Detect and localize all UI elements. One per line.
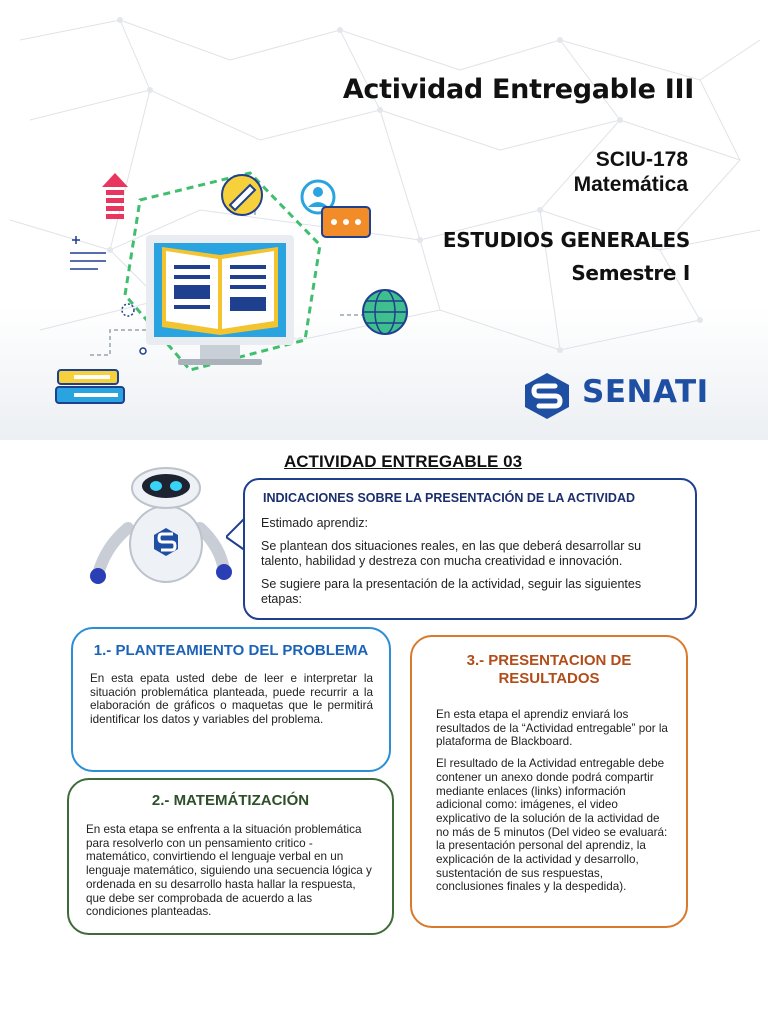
- step-2-box: [67, 778, 394, 935]
- step-1-title: 1.- PLANTEAMIENTO DEL PROBLEMA: [93, 642, 369, 659]
- brand-name: SENATI: [582, 374, 709, 410]
- robot-mascot-icon: [88, 466, 238, 591]
- upload-arrow-icon: [102, 173, 128, 219]
- semester-label: Semestre I: [571, 261, 690, 285]
- step-1-text: En esta epata usted debe de leer e interpretar la situación problemática planteada, puede recurrir a la elaboración de gráficos o maquetas que le permitirá identificar los datos y variables del problema.: [90, 672, 373, 727]
- step-1-box: [71, 627, 391, 772]
- step-3-title: 3.- PRESENTACION DE RESULTADOS: [466, 652, 632, 687]
- books-icon: [56, 370, 124, 403]
- pencil-icon: [222, 175, 262, 215]
- department-name: ESTUDIOS GENERALES: [442, 228, 690, 252]
- step-3-text-2: El resultado de la Actividad entregable debe contener un anexo donde podrá compartir mediante enlaces (links) información adicional como: imágenes, el video explicativo de la solución de la actividad de no más de 5 minutos (Del video se evaluará: la presentación personal del aprendiz, la explicación de la actividad y desarrollo, sustentación de sus respuestas, conclusiones finales y la despedida).: [436, 757, 668, 894]
- indications-paragraph-2: Se sugiere para la presentación de la actividad, seguir las siguientes etapas:: [261, 577, 642, 606]
- step-3-box: [410, 635, 688, 928]
- indications-heading: INDICACIONES SOBRE LA PRESENTACIÓN DE LA ACTIVIDAD: [263, 491, 636, 505]
- document-title: Actividad Entregable III: [342, 74, 694, 105]
- course-code: SCIU-178: [595, 148, 688, 171]
- indications-paragraph-1: Se plantean dos situaciones reales, en las que deberá desarrollar su talento, habilidad y destreza con mucha creatividad e innovación.: [261, 539, 642, 568]
- education-illustration: [50, 165, 420, 415]
- globe-icon: [363, 290, 407, 334]
- indications-box: [243, 478, 697, 620]
- step-2-text: En esta etapa se enfrenta a la situación problemática para resolverlo con un pensamiento critico - matemático, convirtiendo el lenguaje verbal en un lenguaje matemático, siguiendo una secuencia lógica y ordenada en su desarrollo hasta hallar la respuesta, que debe ser comprobada de acuerdo a las condiciones planteadas.: [86, 823, 372, 919]
- step-3-text-1: En esta etapa el aprendiz enviará los resultados de la “Actividad entregable” por la plataforma de Blackboard.: [436, 708, 668, 749]
- user-chat-icon: [302, 181, 370, 237]
- activity-title: ACTIVIDAD ENTREGABLE 03: [284, 452, 523, 471]
- step-2-title: 2.- MATEMÁTIZACIÓN: [151, 792, 310, 809]
- indications-greeting: Estimado aprendiz:: [261, 516, 369, 530]
- course-name: Matemática: [573, 173, 688, 196]
